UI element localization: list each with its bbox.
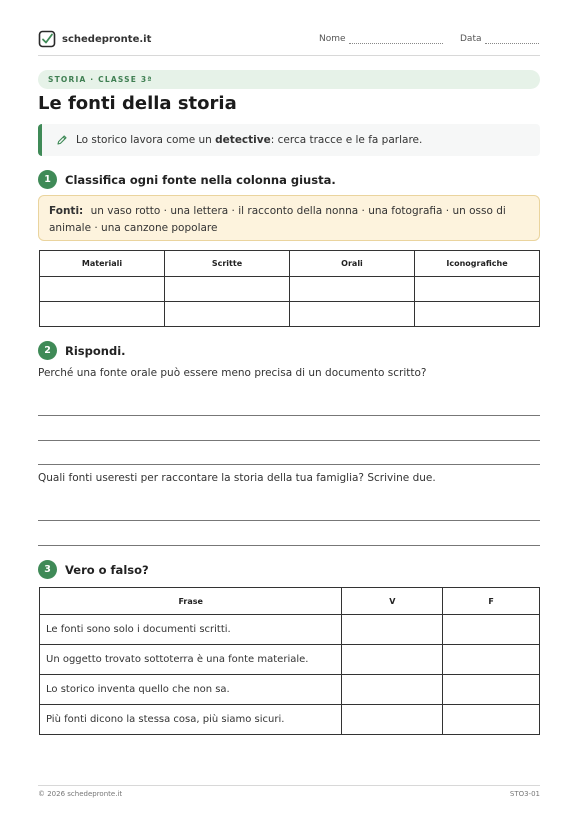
footer-copyright: © 2026 schedepronte.it bbox=[38, 790, 123, 798]
table-row bbox=[40, 277, 540, 302]
column-header-vero: V bbox=[342, 588, 443, 615]
sources-list: un vaso rotto · una lettera · il racconto della nonna · una fotografia · un osso di animale · una canzone popolare bbox=[49, 205, 506, 234]
sources-box bbox=[38, 195, 540, 241]
section-3-title: Vero o falso? bbox=[65, 562, 149, 577]
date-field[interactable] bbox=[460, 34, 539, 44]
true-cell[interactable] bbox=[342, 675, 443, 705]
column-header-frase: Frase bbox=[40, 588, 342, 615]
tip-box bbox=[38, 124, 540, 156]
section-1-title: Classifica ogni fonte nella colonna giusta. bbox=[65, 172, 336, 187]
column-header-iconografiche: Iconografiche bbox=[415, 251, 540, 277]
section-2-title: Rispondi. bbox=[65, 343, 126, 358]
answer-cell[interactable] bbox=[290, 277, 415, 302]
section-3-heading bbox=[38, 560, 149, 579]
tip-text-bold: detective bbox=[215, 134, 271, 146]
table-row bbox=[40, 675, 540, 705]
answer-line[interactable] bbox=[38, 464, 540, 465]
false-cell[interactable] bbox=[443, 705, 540, 735]
table-row bbox=[40, 302, 540, 327]
question-1: Perché una fonte orale può essere meno precisa di un documento scritto? bbox=[38, 367, 427, 379]
true-cell[interactable] bbox=[342, 615, 443, 645]
tip-text-start: Lo storico lavora come un bbox=[76, 134, 216, 146]
column-header-materiali: Materiali bbox=[40, 251, 165, 277]
column-header-scritte: Scritte bbox=[165, 251, 290, 277]
table-row bbox=[40, 615, 540, 645]
brand bbox=[38, 30, 151, 48]
answer-line[interactable] bbox=[38, 440, 540, 441]
answer-cell[interactable] bbox=[415, 302, 540, 327]
page-title: Le fonti della storia bbox=[38, 93, 237, 114]
classification-header-row bbox=[40, 251, 540, 277]
answer-cell[interactable] bbox=[290, 302, 415, 327]
answer-cell[interactable] bbox=[165, 302, 290, 327]
checkbox-logo-icon bbox=[38, 30, 56, 48]
answer-cell[interactable] bbox=[40, 277, 165, 302]
statement-text: Lo storico inventa quello che non sa. bbox=[40, 675, 342, 705]
true-cell[interactable] bbox=[342, 645, 443, 675]
section-2-heading bbox=[38, 341, 126, 360]
section-1-heading bbox=[38, 170, 336, 189]
answer-line[interactable] bbox=[38, 520, 540, 521]
answer-line[interactable] bbox=[38, 415, 540, 416]
column-header-orali: Orali bbox=[290, 251, 415, 277]
question-2: Quali fonti useresti per raccontare la storia della tua famiglia? Scrivine due. bbox=[38, 472, 436, 484]
answer-cell[interactable] bbox=[415, 277, 540, 302]
statement-text: Un oggetto trovato sottoterra è una fonte materiale. bbox=[40, 645, 342, 675]
answer-cell[interactable] bbox=[165, 277, 290, 302]
true-cell[interactable] bbox=[342, 705, 443, 735]
classification-table bbox=[39, 250, 540, 327]
section-2-number: 2 bbox=[38, 341, 57, 360]
section-1-number: 1 bbox=[38, 170, 57, 189]
false-cell[interactable] bbox=[443, 675, 540, 705]
false-cell[interactable] bbox=[443, 615, 540, 645]
footer-divider bbox=[38, 785, 540, 786]
brand-name: schedepronte.it bbox=[62, 33, 152, 45]
sources-label: Fonti: bbox=[49, 205, 84, 217]
table-row bbox=[40, 645, 540, 675]
column-header-falso: F bbox=[443, 588, 540, 615]
statement-text: Più fonti dicono la stessa cosa, più siamo sicuri. bbox=[40, 705, 342, 735]
tip-text-end: : cerca tracce e le fa parlare. bbox=[270, 134, 423, 146]
false-cell[interactable] bbox=[443, 645, 540, 675]
section-3-number: 3 bbox=[38, 560, 57, 579]
date-blank[interactable] bbox=[485, 35, 539, 44]
answer-line[interactable] bbox=[38, 545, 540, 546]
name-blank[interactable] bbox=[349, 35, 443, 44]
pencil-icon bbox=[56, 134, 68, 146]
table-row bbox=[40, 705, 540, 735]
name-field[interactable] bbox=[319, 34, 443, 44]
name-label: Nome bbox=[319, 34, 346, 44]
date-label: Data bbox=[460, 34, 482, 44]
statement-text: Le fonti sono solo i documenti scritti. bbox=[40, 615, 342, 645]
true-false-header-row bbox=[40, 588, 540, 615]
answer-cell[interactable] bbox=[40, 302, 165, 327]
page-header bbox=[38, 30, 540, 56]
true-false-table bbox=[39, 587, 540, 735]
footer-code: STO3-01 bbox=[509, 790, 540, 798]
subject-badge: STORIA · CLASSE 3ª bbox=[38, 70, 540, 89]
